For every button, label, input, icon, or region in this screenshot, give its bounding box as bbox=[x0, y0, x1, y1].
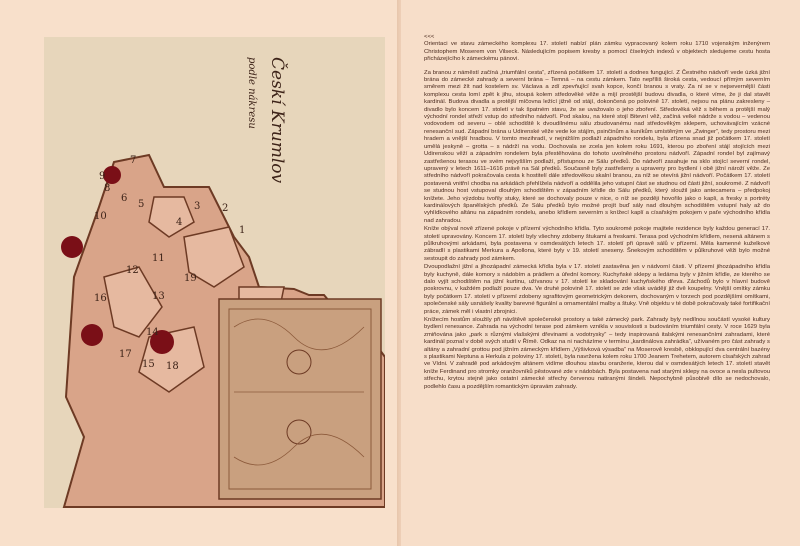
plan-number: 10 bbox=[94, 211, 107, 222]
plan-number: 19 bbox=[184, 273, 197, 284]
plan-number: 3 bbox=[194, 201, 201, 212]
article-text bbox=[424, 34, 770, 392]
plan-number: 12 bbox=[126, 265, 139, 276]
plan-number: 5 bbox=[138, 199, 145, 210]
plan-number: 2 bbox=[222, 203, 229, 214]
plan-number: 9 bbox=[99, 171, 106, 182]
paragraph: Kníže obýval nově zřízené pokoje v přízemí východního křídla. Tyto soukromé pokoje majitele rezidence byly každou generací 17. století upravovány. Koncem 17. století byly všechny zdobeny štukami a freskami. Terasa pod východním křídlem, nesená altánem s půlkruhovými arkádami, byla postavena v osmdesátých letech 17. století při úpravě sálů v přízemí. Měla kamenné kuželkové zábradlí s plastikami Merkura a Apollona, které byly v 19. století sneseny. Šnekovým schodištěm v půlkruhové věži bylo možné sestoupit do zahrady pod zámkem. bbox=[424, 226, 770, 262]
plan-title: Českí Krumlov bbox=[267, 57, 287, 184]
plan-subtitle: podle nákresu bbox=[246, 57, 257, 129]
plan-number: 14 bbox=[146, 327, 159, 338]
paragraph: Za branou z náměstí začíná „triumfální cesta“, zřízená počátkem 17. století a dodnes fungující. Z Čestného nádvoří vede úzká jižní brána do zámecké zahrady a severní brána – Temná – na cestu zámkem. Tato nepříliš široká cesta, vedoucí přímým severním směrem mezi žít nad kostelem sv. Václava a zdí zpevňující svah kopce, končí branou s vraty. Za ní se v nejsevernější části komplexu cesta lomí zpět k jihu, stoupá kolem středověké věže a míjí prostější budovu divadla, o které víme, že ji dal stavět kardinál. Budova divadla a protější míčovna ležící jižně od stájí, dokončená po polovině 17. století, nejsou na plánu zakresleny – divadlo bylo koncem 17. století v tak špatném stavu, že se uvažovalo o jeho zboření. Středověká věž s během a protější malý východní rondel střeží vstup do středního nádvoří. Pod skalou, na které stojí Bitevní věž, začíná velké nádrže s vodou – vedenou vodovodem od severu – oblé schodiště k dvoudílnému sálu zbudovanému nad středověkým sklepem, uchovávajícím vzácné renesanční sud. Západní brána u Udirenské věže vede ke stájím, psinčinům a kuníkům umístěným ve „Zwinger“, tedy prostoru mezi hradem a vnější hradbou. V tomto mezihradí, v nejnižším podlaží západního rondelu, byla zřízena snad již počátkem 17. století umělá jeskyně – grotta – s nádrží na vodu. Dochovala se zcela jen kolem roku 1691, kterou po zboření stájí stojících mezi Udirenskou věží a západním rondelem byla přestěhována do tohoto uvolněného prostoru nádvoří. Západní rondel byl zajímavý zastřešenou terasou ve svém nejvyšším podlaží, přístupnou ze Sálu předků. Do nádvoří zasahuje na sklo stojící severní rondel, upravený v letech 1611–1616 právě na Sál předků. Současně byly zastřešeny a upraveny pro bydlení i obě jižní nároží věže. Ze středního nádvoří pokračovala cesta k hostitelí dále středověkou skalní branou, za níž se otevírá jižní nádvoří. Počátkem 17. století postavená vnitřní chodba na arkádách přehlížela nádvoří a oddělila jeho vstupní část se studnou od části jižní, soukromé. Z nádvoří se studnou host vstupoval dlouhým schodištěm v západním křídle do Sálu předků, který sloužil jako antecamera – předpokoj knížete. Jeho výzdobu tvořily stuky, které se dochovaly pouze v nice, o níž se později hovořilo jako o kapli, a fresky s portréty kardinálových španělských předků. Ze Sálu předků bylo možné projít buď sály nad dlouhým schodištěm vstupní haly až do vyhlídkového altánu na západním rondelu, anebo křídlem severním s knížecí kaplí a císařským pokojem v paťe východního křídla nad zahradou. bbox=[424, 69, 770, 224]
plan-number: 6 bbox=[121, 193, 128, 204]
castle-plan-map bbox=[44, 37, 385, 508]
left-page bbox=[0, 0, 398, 546]
plan-number: 17 bbox=[119, 349, 132, 360]
plan-number: 8 bbox=[104, 183, 111, 194]
plan-number: 11 bbox=[152, 253, 165, 264]
tower-dot bbox=[103, 166, 121, 184]
plan-number: 15 bbox=[142, 359, 155, 370]
plan-number: 7 bbox=[130, 155, 137, 166]
paragraph: Dvoupodlažní jižní a jihozápadní zámecká křídla byla v 17. století zastavěna jen v nádvorní části. V přízemí jihozápadního křídla byly kuchyně, dále komory s nádobím a prádlem a úřední komory. Kuchyňské sklepy a ledárna byly v jižním křídle, ze kterého se dalo vyjít schodištěm na jižní kurtinu, užívanou v 17. století ke skladování kuchyňského dřeva. Záchodů bylo v hlavní budově poskrovnu, v každém podlaží pouze dva. Ve druhé polovině 17. století se zde však uvádějí již dvě koupelny. Vnější omítky zámku byly počátkem 17. století v přízemí zdobeny sgrafitovým geometrickým dekorem, dochovaným v torzech pod pozdějšími omítkami, společenské sály usnášely kvality barevné figurální a ornamentální malby a štuky. Vně objektu v té době pokračovaly také fortifikační práce, zámek měl i vlastní zbrojnici. bbox=[424, 264, 770, 315]
plan-number: 18 bbox=[166, 361, 179, 372]
paragraph: Knížecím hostům sloužily při návštěvě společenské prostory a také zámecký park. Zahrady byly nedílnou součástí vysoké kultury bydlení renesance. Zahrada na východní terase pod zámkem vznikla v souvislosti s budováním triumfální cesty. V roce 1629 byla zmiňována jako „park s různými vlašskými dřevinami a vodotrysky“ – tedy inspirovaná italskými renesančními zahradami, které kardinál poznal v době svých studií v Římě. Odkaz na ni nacházíme v termínu „kardinálova zahrádka“, užívaném pro část zahrady s altány a zahradní grottou pod jižním zámeckým křídlem „Výšivková výsadba“ na Moserově kresbě, obklopující dva centrální bazény s plastikami Neptuna a Herkula z poloviny 17. století, byla navržena kolem roku 1700 Jeanem Trehetem, autorem císařských zahrad ve Vídni. V zahradě pod arkádovým altánem vidíme dlouhou stavbu oranžerie, kterou dal v osmdesátých letech 17. století stavět kníže Ferdinand pro stromky oranžovníků pěstované zde v nádobách. Byla postavena nad starými sklepy na ovoce a nesla pultovou střechu, krytou stejně jako ostatní zámecké střechy červenou natiranými šindeli. Nepochybně působivě dílo se nedochovalo, podlehlo času a pozdějším romantickým úpravám zahrady. bbox=[424, 317, 770, 390]
section-marker: <<< bbox=[424, 34, 435, 40]
plan-number: 13 bbox=[152, 291, 165, 302]
tower-dot bbox=[81, 324, 103, 346]
tower-dot bbox=[61, 236, 83, 258]
plan-number: 16 bbox=[94, 293, 107, 304]
intro-caption: Orientaci ve stavu zámeckého komplexu 17. století nabízí plán zámku vypracovaný kolem roku 1710 vojenským inženýrem Christophem Moserem von Vilseck. Následujícím popisem kresby s pomocí číselných indexů v objektech sledujeme cestu hosta přicházejícího k zámeckému pánovi. bbox=[424, 41, 770, 63]
plan-number: 4 bbox=[176, 217, 183, 228]
plan-number: 1 bbox=[239, 225, 246, 236]
